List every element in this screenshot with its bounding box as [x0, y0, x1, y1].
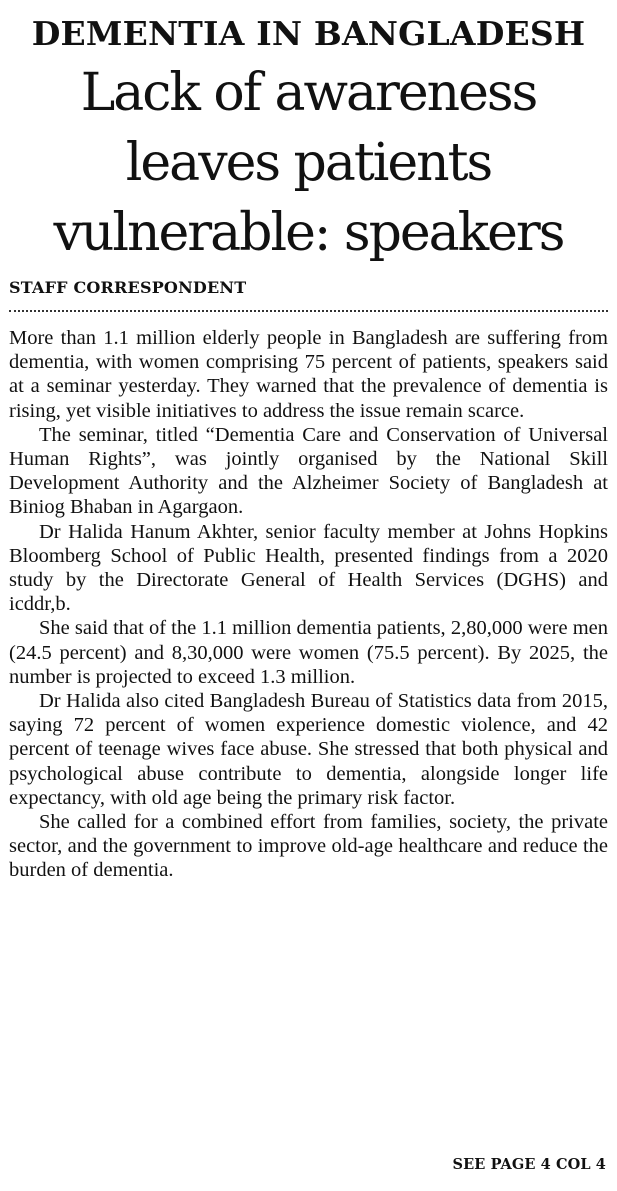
body-paragraph: Dr Halida Hanum Akhter, senior faculty member at Johns Hopkins Bloomberg School of Public Health, presented findings from a 2020 study by the Directorate General of Health Services (DGHS) and icddr,b.: [9, 520, 608, 616]
body-paragraph: More than 1.1 million elderly people in Bangladesh are suffering from dementia, with women comprising 75 percent of patients, speakers said at a seminar yesterday. They warned that the prevalence of dementia is rising, yet visible initiatives to address the issue remain scarce.: [9, 327, 608, 422]
news-article: [9, 14, 608, 883]
continuation-jump-line: SEE PAGE 4 COL 4: [452, 1156, 606, 1173]
body-paragraph: Dr Halida also cited Bangladesh Bureau of Statistics data from 2015, saying 72 percent of women experience domestic violence, and 42 percent of teenage wives face abuse. She stressed that both physical and psychological abuse contribute to dementia, alongside longer life expectancy, with old age being the primary risk factor.: [9, 690, 608, 809]
body-paragraph: She called for a combined effort from families, society, the private sector, and the government to improve old-age healthcare and reduce the burden of dementia.: [9, 811, 608, 882]
headline: [9, 58, 608, 268]
byline: STAFF CORRESPONDENT: [9, 278, 247, 297]
headline-line: leaves patients: [125, 133, 492, 193]
body-paragraph: The seminar, titled “Dementia Care and Conservation of Universal Human Rights”, was jointly organised by the National Skill Development Authority and the Alzheimer Society of Bangladesh at Biniog Bhaban in Agargaon.: [9, 423, 608, 519]
article-body: [9, 326, 608, 883]
dotted-divider: [9, 310, 608, 312]
body-paragraph: She said that of the 1.1 million dementia patients, 2,80,000 were men (24.5 percent) and 8,30,000 were women (75.5 percent). By 2025, the number is projected to exceed 1.3 million.: [9, 617, 608, 688]
section-kicker: DEMENTIA IN BANGLADESH: [31, 14, 586, 53]
headline-line: Lack of awareness: [80, 63, 537, 123]
headline-line: vulnerable: speakers: [53, 203, 564, 263]
